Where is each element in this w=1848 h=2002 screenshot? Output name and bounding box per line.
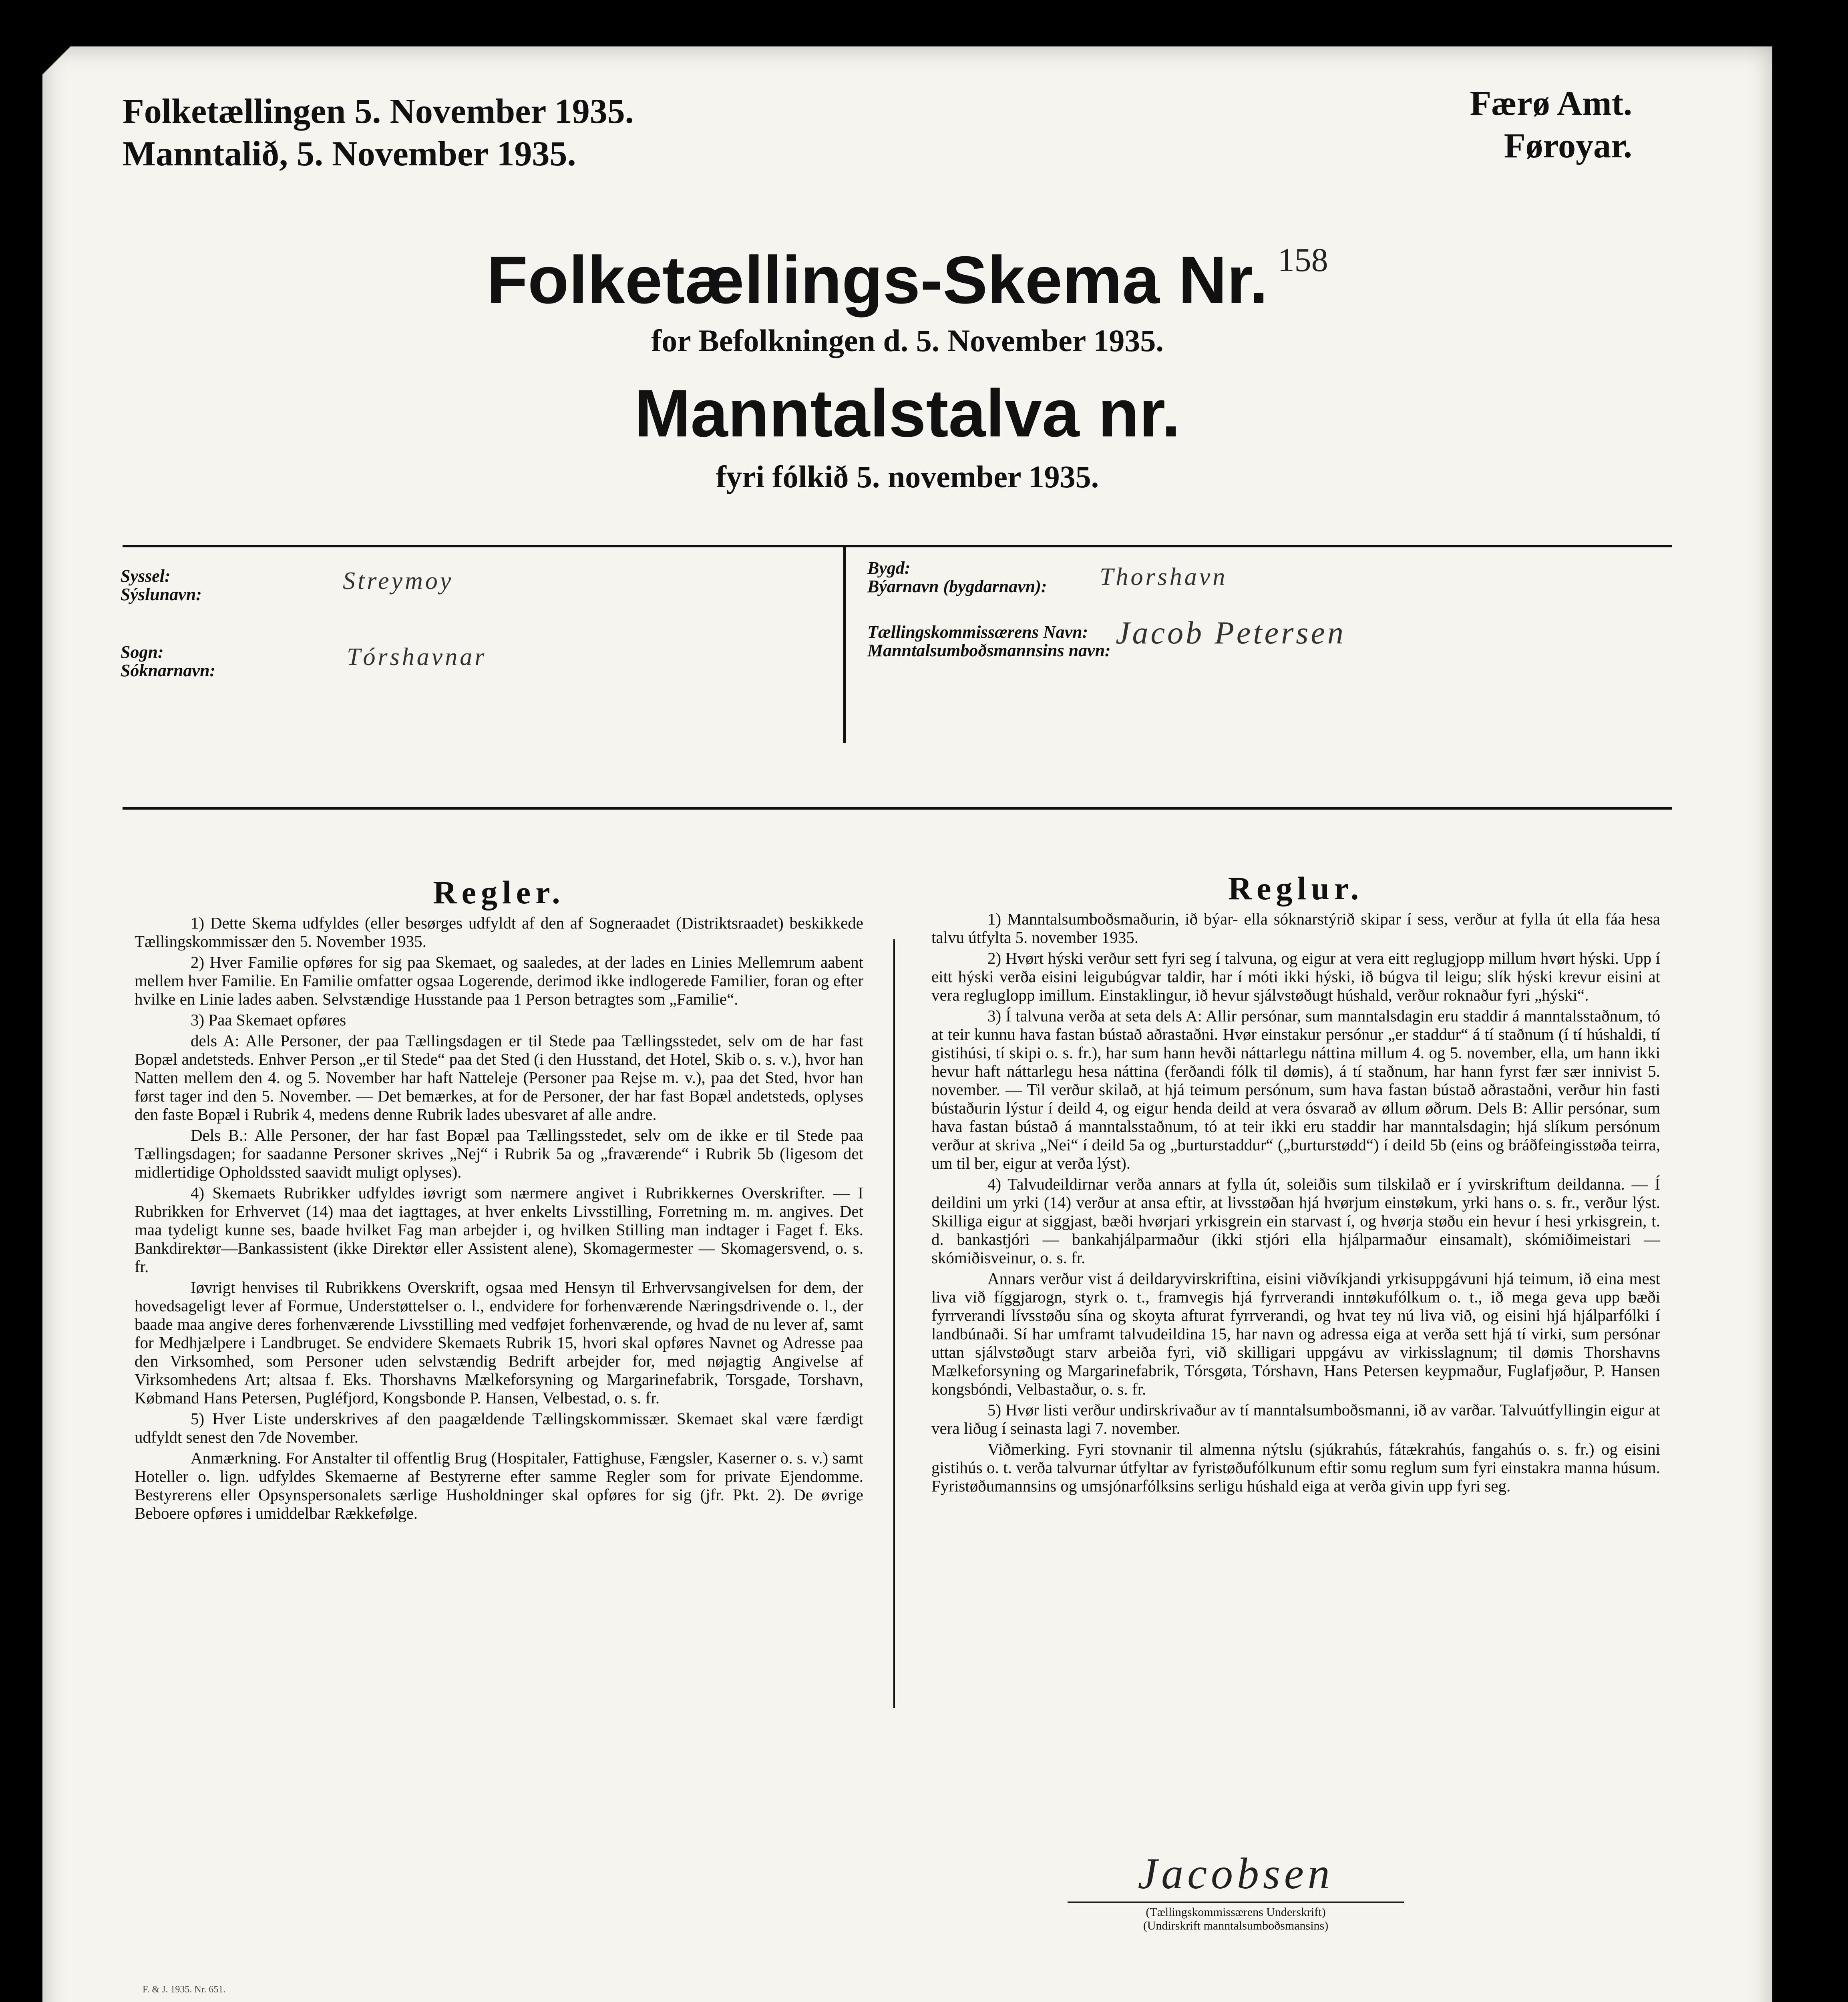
syssel-value: Streymoy [343,567,454,595]
field-divider [843,547,846,743]
printer-mark: F. & J. 1935. Nr. 651. [143,1984,226,1995]
regler-paragraph: 3) Paa Skemaet opføres [191,1011,346,1029]
sogn-value: Tórshavnar [347,643,487,671]
divider-bottom [123,807,1672,810]
kommissaer-signature: Jacob Petersen [1116,615,1346,651]
folded-corner [42,46,70,74]
regler-paragraph: 5) Hver Liste underskrives af den paagældende Tællingskommissær. Skemaet skal være færdigt udfyldt senest den 7de November. [135,1409,863,1446]
sogn-label: Sogn: Sóknarnavn: [121,642,216,680]
bygd-label: Bygd: Býarnavn (bygdarnavn): [867,558,1047,596]
signature-caption-faroese: (Undirskrift manntalsumboðsmansins) [1143,1919,1329,1932]
divider-top [123,545,1672,547]
signature-line [1068,1901,1404,1903]
regler-paragraph: 4) Skemaets Rubrikker udfyldes iøvrigt som nærmere angivet i Rubrikkernes Overskrifter. — I Rubrikken for Erhvervet (14) maa det iagttages, at hver enkelts Livsstilling, Forretning m. m. angives. Det maa tydeligt kunne ses, baade hvilket Fag man arbejder i, og hvilken Stilling man indtager i Faget f. Eks. Bankdirektør—Bankassistent (ikke Direktør eller Assistent alene), Skomagermester — Skomagersvend, o. s. fr. [135,1184,863,1276]
header-right-line1: Færø Amt. [1470,84,1632,123]
reglur-paragraph: 2) Hvørt hýski verður sett fyri seg í talvuna, og eigur at vera eitt reglugjopp millum hvørt hýski. Upp í eitt hýski verða eisini leigubúgvar taldir, har í móti ikki hýski, ið búgva til leigu; slík hýski krevur eisini at vera regluglopp imillum. Einstaklingur, ið hevur sjálvstøðugt húshald, verður roknaður fyri „hýski“. [931,949,1660,1004]
regler-paragraph: Iøvrigt henvises til Rubrikkens Overskrift, ogsaa med Hensyn til Erhvervsangivelsen for dem, der hovedsageligt lever af Formue, Understøttelser o. l., endvidere for forhenværende Næringsdrivende o. l., der baade maa angive deres forhenværende Livsstilling med vedføjet forhenværende, og hvad de nu lever af, samt for Medhjælpere i Landbruget. Se endvidere Skemaets Rubrik 15, hvori skal opføres Navnet og Adresse paa den Virksomhed, som Personer uden selvstændig Bedrift arbejder for, med nøjagtig Angivelse af Virksomhedens Art; altsaa f. Eks. Thorshavns Mælkeforsyning og Margarinefabrik, Torsgade, Torshavn, Købmand Hans Petersen, Pugléfjord, Kongsbonde P. Hansen, Velbestad, o. s. fr. [135,1278,863,1407]
reglur-column [931,870,1660,1497]
kommissaer-label: Tællingskommissærens Navn: Manntalsumboðsmannsins navn: [867,622,1111,660]
column-divider [893,939,895,1708]
reglur-paragraph: 3) Í talvuna verða at seta dels A: Allir persónar, sum manntalsdagin eru staddir á manntalsstaðnum, tó at teir kunnu hava fastan bústað aðrastaðni. Hvør einstakur persónur „er staddur“ á tí staðnum (í tí húshaldi, tí gistihúsi, tí skipi o. s. fr.), har sum hann hevði náttarlegu náttina millum 4. og 5. november, ella, um hann ikki hevur haft náttarlegu hesa náttina (ferðandi fólk til dømis), á tí staðnum, har hann fyrst fær sær innivist 5. november. — Til verður skilað, at hjá teimum persónum, sum hava fastan bústað aðrastaðni, verður hin fasti bústaðurin lýstur í deild 4, og eigur henda deild at vera ósvarað av øllum øðrum. Dels B: Allir persónar, sum hava fastan bústað á manntalsstaðnum, tó at teir ikki eru staddir har manntalsdagin; hjá slíkum persónum verður at skriva „Nei“ í deild 5a og „burturstaddur“ („burturstødd“) í deild 5b (eins og bráðfeingisstøða teirra, um til ber, eigur at verða lýst). [931,1007,1660,1172]
regler-paragraph: 1) Dette Skema udfyldes (eller besørges udfyldt af den af Sogneraadet (Distriktsraadet) beskikkede Tællingskommissær den 5. November 1935. [135,914,863,951]
form-title: Folketællings-Skema Nr. [487,242,1268,318]
reglur-heading: Reglur. [1228,870,1364,907]
reglur-paragraph: 1) Manntalsumboðsmaðurin, ið býar- ella sóknarstýrið skipar í sess, verður at fylla út ella fáa hesa talvu útfylta 5. november 1935. [931,910,1660,947]
commissioner-signature: Jacobsen [1138,1849,1334,1898]
form-subtitle-faroese: fyri fólkið 5. november 1935. [716,459,1099,494]
syssel-label: Syssel: Sýslunavn: [121,566,202,604]
regler-paragraph: 2) Hver Familie opføres for sig paa Skemaet, og saaledes, at der lades en Linies Mellemrum aabent mellem hver Familie. En Familie omfatter ogsaa Logerende, derimod ikke indlogerede Familier, foran og efter hvilke en Linie lades aaben. Selvstændige Husstande paa 1 Person betragtes som „Familie“. [135,953,863,1008]
reglur-paragraph: Annars verður vist á deildaryvirskriftina, eisini viðvíkjandi yrkisuppgávuni hjá teimum, ið eina mest liva við fíggjarogn, styrk o. t., framvegis hjá fyrrverandi inntøkufólkum o. t., ið mega geva upp bæði fyrrverandi lívsstøðu sína og skoyta afturat fyrrverandi, og hvat tey nú liva við, og eisini hjá hjálparfólki í landbúnaði. Sí har umframt talvudeildina 15, har navn og adressa eiga at verða sett hjá tí virki, sum persónar uttan sjálvstøðugt starv arbeiða fyri, við skilligari uppgávu av virkisslagnum; til dømis Thorshavns Mælkeforsyning og Margarinefabrik, Tórsgøta, Tórshavn, Hans Petersen keypmaður, Fuglafjøður, P. Hansen kongsbóndi, Velbastaður, o. s. fr. [931,1269,1660,1398]
reglur-paragraph: 5) Hvør listi verður undirskrivaður av tí manntalsumboðsmanni, ið av varðar. Talvuútfyllingin eigur at vera liðug í seinasta lagi 7. november. [931,1401,1660,1437]
form-number-handwritten: 158 [1277,241,1328,279]
bygd-value: Thorshavn [1100,563,1228,591]
signature-caption-danish: (Tællingskommissærens Underskrift) [1146,1906,1326,1919]
form-title-faroese: Manntalstalva nr. [634,376,1180,451]
regler-column [135,874,863,1525]
title-row [42,241,1772,319]
regler-paragraph: Anmærkning. For Anstalter til offentlig Brug (Hospitaler, Fattighuse, Fængsler, Kaserner o. s. v.) samt Hoteller o. lign. udfyldes Skemaerne af Bestyrerne efter samme Regler som for private Ejendomme. Bestyrerens eller Opsynspersonalets særlige Husholdninger skal opføres for sig (jfr. Pkt. 2). De øvrige Beboere opføres i umiddelbar Rækkefølge. [135,1449,863,1522]
regler-heading: Regler. [433,874,565,911]
reglur-paragraph: Viðmerking. Fyri stovnanir til almenna nýtslu (sjúkrahús, fátækrahús, fangahús o. s. fr.) og eisini gistihús o. t. verða talvurnar útfyltar av fyristøðufólkunum eftir somu reglum sum fyri einstakra manna húsum. Fyristøðumannsins og umsjónarfólksins serligu húshald eiga at verða givin upp fyri seg. [931,1440,1660,1495]
header-left-line2: Manntalið, 5. November 1935. [123,135,576,173]
form-subtitle: for Befolkningen d. 5. November 1935. [651,323,1164,358]
header-right-line2: Føroyar. [1504,127,1632,165]
reglur-paragraph: 4) Talvudeildirnar verða annars at fylla út, soleiðis sum tilskilað er í yvirskriftum deildanna. — Í deildini um yrki (14) verður at ansa eftir, at livsstøðan hjá hvørjum einstøkum, yrki hans o. s. fr., verður lýst. Skilliga eigur at siggjast, bæði hvørjari yrkisgrein ein starvast í, og hvørja støðu ein hevur í hesi yrkisgrein, t. d. bankastjóri — bankahjálparmaður (ikki stjóri ella hjálparmaður einsamalt), skómiðimeistari — skómiðisveinur, o. s. fr. [931,1175,1660,1267]
header-left [123,90,634,175]
header-right [1470,82,1632,167]
header-left-line1: Folketællingen 5. November 1935. [123,92,634,131]
regler-paragraph: Dels B.: Alle Personer, der har fast Bopæl paa Tællingsstedet, selv om de ikke er til Stede paa Tællingsdagen; for saadanne Personer skrives „Nej“ i Rubrik 5a og „fraværende“ i Rubrik 5b (ligesom det midlertidige Opholdssted saavidt muligt oplyses). [135,1126,863,1181]
census-form-page [42,46,1772,2002]
signature-block [1036,1848,1436,1933]
regler-paragraph: dels A: Alle Personer, der paa Tællingsdagen er til Stede paa Tællingsstedet, selv om de har fast Bopæl andetsteds. Enhver Person „er til Stede“ paa det Sted (i den Husstand, det Hotel, Skib o. s. v.), hvor han Natten mellem den 4. og 5. November har haft Natteleje (Personer paa Rejse m. v.), paa det Sted, hvor han først tager ind den 5. November. — Det bemærkes, at for de Personer, der har fast Bopæl andetsteds, oplyses den faste Bopæl i Rubrik 4, medens denne Rubrik lades ubesvaret af alle andre. [135,1031,863,1124]
